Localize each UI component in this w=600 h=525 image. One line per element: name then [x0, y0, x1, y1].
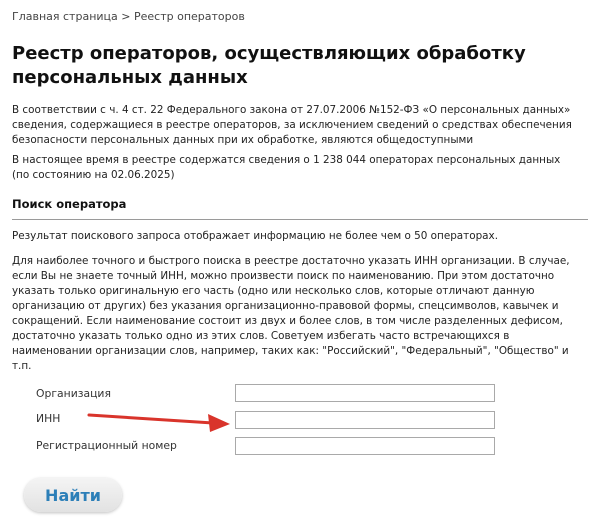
- breadcrumb-home-link[interactable]: Главная страница: [12, 10, 118, 23]
- search-help-text: Для наиболее точного и быстрого поиска в реестре достаточно указать ИНН организации. В случае, если Вы не знаете точный ИНН, можно произвести поиск по наименованию. При этом достаточно указать только оригинальную его часть (одно или несколько слов, которые отличают данную организацию от других) без указания организационно-правовой формы, спецсимволов, кавычек и сокращений. Если наименование состоит из двух и более слов, в том числе разделенных дефисом, достаточно указать только одно из этих слов. Советуем избегать часто встречающихся в наименовании организации слов, например, таких как: "Российский", "Федеральный", "Общество" и т.п.: [12, 255, 570, 372]
- intro-paragraph: В соответствии с ч. 4 ст. 22 Федерального закона от 27.07.2006 №152-ФЗ «О персональных данных» сведения, содержащиеся в реестре операторов, за исключением сведений о средствах обеспечения безопасности персональных данных при их обработке, являются общедоступными: [12, 104, 572, 146]
- search-button[interactable]: Найти: [24, 478, 122, 512]
- organization-label: Организация: [36, 387, 111, 400]
- inn-label: ИНН: [36, 412, 61, 425]
- organization-input[interactable]: [235, 384, 495, 402]
- page-title: Реестр операторов, осуществляющих обработку персональных данных: [12, 43, 526, 88]
- registry-count-text: В настоящее время в реестре содержатся сведения о 1 238 044 операторах персональных данных: [12, 154, 561, 166]
- breadcrumb-separator: >: [121, 10, 131, 23]
- search-section-title: Поиск оператора: [12, 197, 127, 211]
- registration-number-label: Регистрационный номер: [36, 439, 177, 452]
- breadcrumb-current: Реестр операторов: [133, 10, 245, 23]
- search-limit-note: Результат поискового запроса отображает информацию не более чем о 50 операторах.: [12, 230, 498, 242]
- breadcrumb: [12, 10, 245, 23]
- registration-number-input[interactable]: [235, 437, 495, 455]
- registry-count-block: [12, 153, 586, 183]
- registry-count-date: (по состоянию на 02.06.2025): [12, 169, 175, 181]
- red-arrow-icon: [87, 406, 232, 434]
- inn-input[interactable]: [235, 411, 495, 429]
- section-divider: [12, 219, 588, 220]
